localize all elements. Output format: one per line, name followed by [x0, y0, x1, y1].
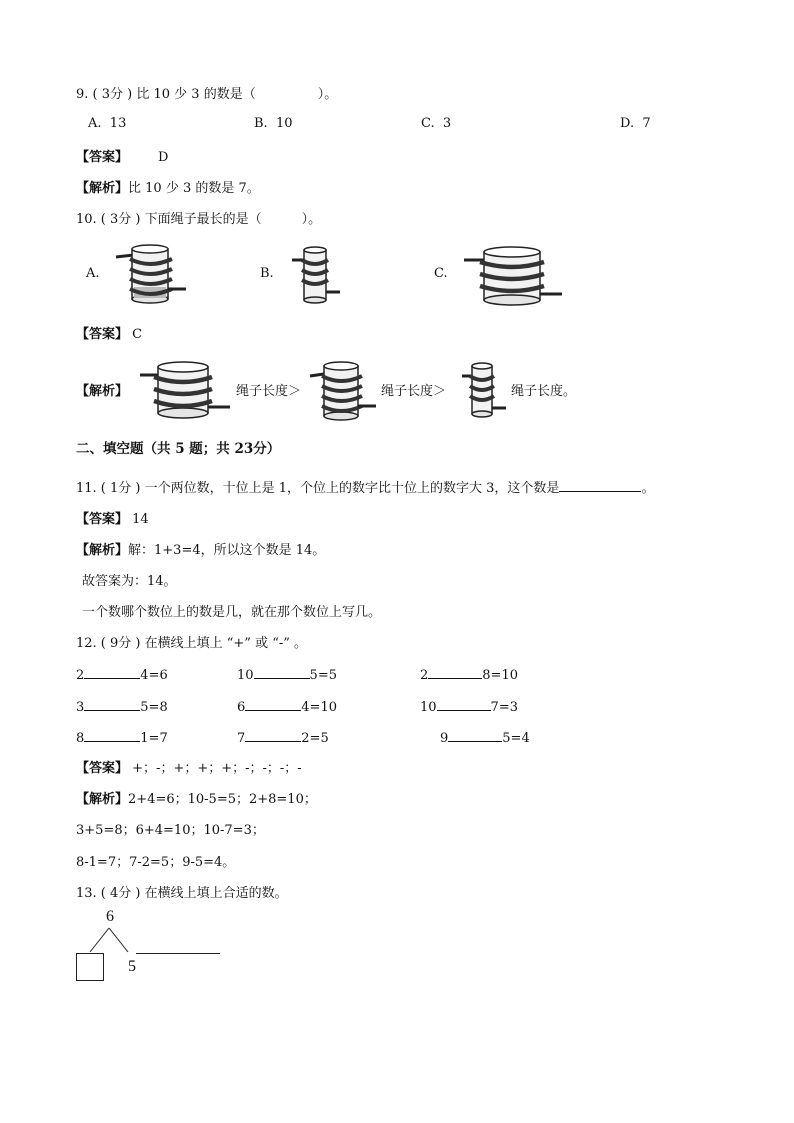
q12-item-2: 10 5=5	[237, 664, 337, 683]
q13-answer-box[interactable]	[76, 953, 104, 981]
rope-cylinder-c-image	[462, 246, 566, 308]
q9-stem: 9. ( 3分 ) 比 10 少 3 的数是（ ）。	[76, 87, 338, 102]
q12-analysis: 【解析】2+4=6；10-5=5；2+8=10；	[76, 792, 317, 807]
q10-option-a-label: A.	[86, 266, 100, 281]
rope-cylinder-a-image	[112, 243, 192, 305]
q12-blank-5[interactable]	[245, 696, 301, 711]
q13-bottom-number: 5	[128, 958, 136, 975]
q12-blank-2[interactable]	[254, 664, 310, 679]
q12-item-1: 2 4=6	[76, 664, 168, 683]
rope-cylinder-b-image	[290, 246, 344, 306]
q13-stem: 13. ( 4分 ) 在横线上填上合适的数。	[76, 886, 288, 901]
analysis-rope-c-image	[138, 361, 232, 421]
q9-analysis: 【解析】比 10 少 3 的数是 7。	[76, 181, 260, 196]
q11-answer: 【答案】 14	[76, 512, 149, 527]
q10-answer: 【答案】 C	[76, 327, 143, 342]
q9-answer: 【答案】 D	[76, 150, 169, 165]
analysis-rope-a-image	[308, 360, 380, 422]
q12-item-5: 6 4=10	[237, 696, 337, 715]
q10-analysis-label: 【解析】	[76, 384, 129, 399]
q12-blank-3[interactable]	[428, 664, 482, 679]
analysis-comparison-3: 绳子长度。	[511, 384, 577, 399]
q12-item-9: 9 5=4	[440, 727, 530, 746]
q13-split-lines	[84, 926, 134, 956]
q9-option-d: D. 7	[620, 116, 651, 131]
q9-option-a: A. 13	[88, 116, 127, 131]
q11-answer-blank[interactable]	[559, 477, 641, 492]
q12-blank-7[interactable]	[84, 727, 140, 742]
q11-stem: 11. ( 1分 ) 一个两位数，十位上是 1，个位上的数字比十位上的数字大 3，这个数是 。	[76, 477, 654, 496]
q10-option-b-label: B.	[260, 266, 274, 281]
q11-analysis-line2: 故答案为：14。	[82, 574, 177, 589]
analysis-comparison-1: 绳子长度＞	[236, 384, 302, 399]
q10-option-c-label: C.	[434, 266, 448, 281]
q13-answer-line[interactable]	[136, 953, 220, 954]
q13-top-number: 6	[106, 908, 114, 925]
q12-item-6: 10 7=3	[420, 696, 518, 715]
q11-analysis: 【解析】解：1+3=4，所以这个数是 14。	[76, 543, 326, 558]
analysis-comparison-2: 绳子长度＞	[381, 384, 447, 399]
q12-item-7: 8 1=7	[76, 727, 168, 746]
q12-blank-4[interactable]	[84, 696, 140, 711]
q12-blank-9[interactable]	[448, 727, 502, 742]
analysis-rope-b-image	[460, 362, 508, 420]
q12-blank-8[interactable]	[245, 727, 301, 742]
q10-stem: 10. ( 3分 ) 下面绳子最长的是（ ）。	[76, 212, 322, 227]
q12-stem: 12. ( 9分 ) 在横线上填上 “+” 或 “-” 。	[76, 636, 308, 651]
q12-blank-6[interactable]	[437, 696, 491, 711]
q11-analysis-line3: 一个数哪个数位上的数是几，就在那个数位上写几。	[82, 605, 382, 620]
q9-option-b: B. 10	[254, 116, 293, 131]
section-title: 二、填空题（共 5 题；共 23分）	[76, 441, 281, 457]
q12-item-3: 2 8=10	[420, 664, 518, 683]
q12-analysis-line3: 8-1=7；7-2=5；9-5=4。	[76, 855, 236, 870]
q12-item-8: 7 2=5	[237, 727, 329, 746]
q9-option-c: C. 3	[421, 116, 452, 131]
q12-blank-1[interactable]	[84, 664, 140, 679]
q12-item-4: 3 5=8	[76, 696, 168, 715]
q12-answer: 【答案】 +；-；+；+；+；-；-；-；-	[76, 761, 302, 776]
q12-analysis-line2: 3+5=8；6+4=10；10-7=3；	[76, 823, 265, 838]
